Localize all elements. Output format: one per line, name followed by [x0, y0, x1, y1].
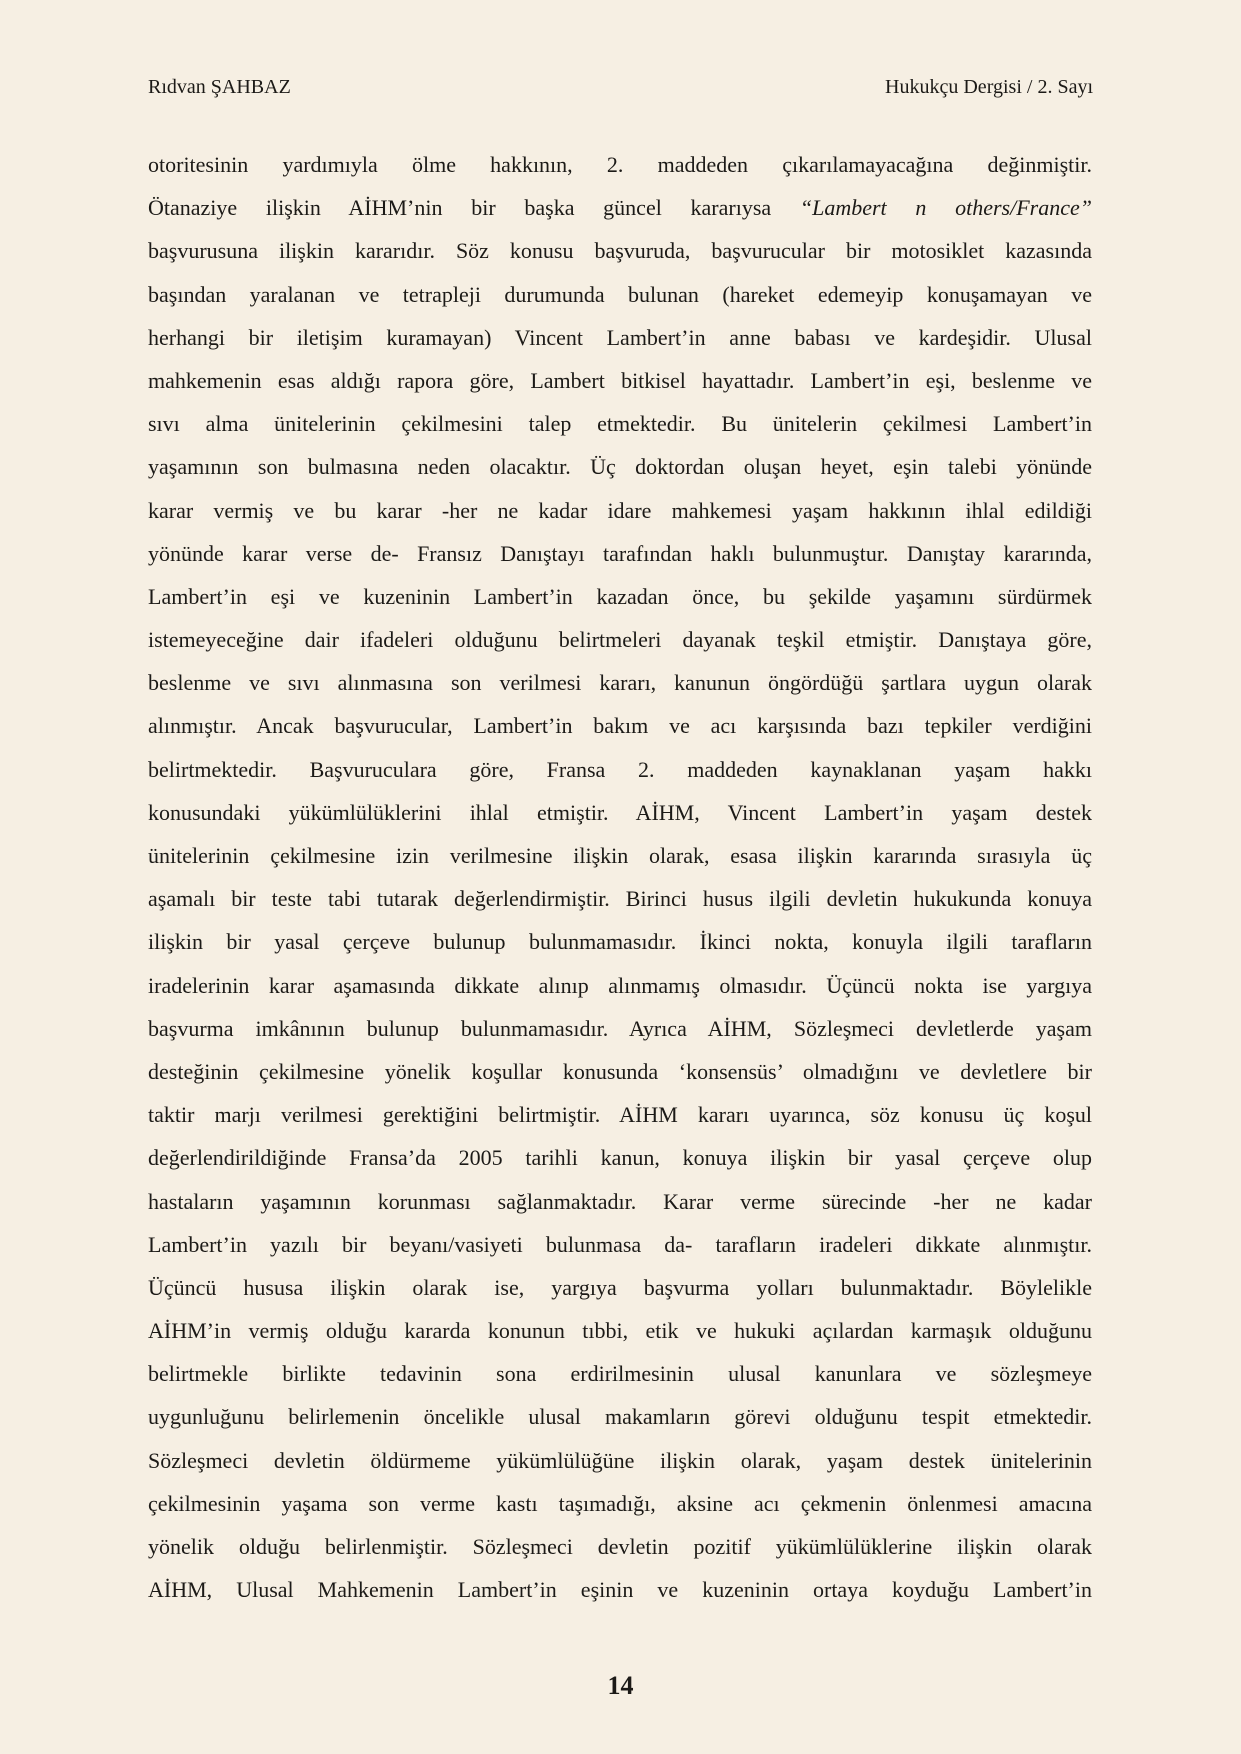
text-line: mahkemenin esas aldığı rapora göre, Lambert bitkisel hayattadır. Lambert’in eşi, beslenme ve	[148, 367, 1092, 393]
text-line: başından yaralanan ve tetrapleji durumunda bulunan (hareket edemeyip konuşamayan ve	[148, 281, 1092, 307]
text-line: otoritesinin yardımıyla ölme hakkının, 2. maddeden çıkarılamayacağına değinmiştir.	[148, 152, 1092, 177]
text-span: Ötanaziye ilişkin AİHM’nin bir başka güncel kararıysa	[148, 195, 772, 221]
text-line: iradelerinin karar aşamasında dikkate alınıp alınmamış olmasıdır. Üçüncü nokta ise yargıya	[148, 972, 1092, 998]
text-line: desteğinin çekilmesine yönelik koşullar konusunda ‘konsensüs’ olmadığını ve devletlere bir	[148, 1058, 1092, 1084]
text-line: herhangi bir iletişim kuramayan) Vincent Lambert’in anne babası ve kardeşidir. Ulusal	[148, 324, 1092, 350]
text-line: yaşamının son bulmasına neden olacaktır. Üç doktordan oluşan heyet, eşin talebi yönünde	[148, 454, 1092, 480]
text-line: uygunluğunu belirlemenin öncelikle ulusal makamların görevi olduğunu tespit etmektedir.	[148, 1404, 1092, 1430]
case-name-italic: “Lambert n others/France”	[799, 195, 1092, 221]
text-line: konusundaki yükümlülüklerini ihlal etmiştir. AİHM, Vincent Lambert’in yaşam destek	[148, 799, 1092, 825]
text-line	[148, 186, 1092, 229]
text-line: sıvı alma ünitelerinin çekilmesini talep etmektedir. Bu ünitelerin çekilmesi Lambert’in	[148, 411, 1092, 437]
text-line: taktir marjı verilmesi gerektiğini belirtmiştir. AİHM kararı uyarınca, söz konusu üç koşul	[148, 1102, 1092, 1128]
text-line: Üçüncü hususa ilişkin olarak ise, yargıya başvurma yolları bulunmaktadır. Böylelikle	[148, 1274, 1092, 1300]
text-line: Lambert’in yazılı bir beyanı/vasiyeti bulunmasa da- tarafların iradeleri dikkate alınmıştır.	[148, 1231, 1092, 1257]
text-line: Sözleşmeci devletin öldürmeme yükümlülüğüne ilişkin olarak, yaşam destek ünitelerinin	[148, 1447, 1092, 1473]
text-line: AİHM, Ulusal Mahkemenin Lambert’in eşinin ve kuzeninin ortaya koyduğu Lambert’in	[148, 1577, 1092, 1603]
text-line: Lambert’in eşi ve kuzeninin Lambert’in kazadan önce, bu şekilde yaşamını sürdürmek	[148, 583, 1092, 609]
body-paragraph	[148, 143, 1092, 1611]
text-line: ilişkin bir yasal çerçeve bulunup bulunmamasıdır. İkinci nokta, konuyla ilgili tarafların	[148, 929, 1092, 955]
text-line: belirtmekle birlikte tedavinin sona erdirilmesinin ulusal kanunlara ve sözleşmeye	[148, 1361, 1092, 1387]
text-line: yönünde karar verse de- Fransız Danıştayı tarafından haklı bulunmuştur. Danıştay kararında,	[148, 540, 1092, 566]
text-line: ünitelerinin çekilmesine izin verilmesine ilişkin olarak, esasa ilişkin kararında sırasıyla üç	[148, 843, 1092, 868]
text-line: başvurma imkânının bulunup bulunmamasıdır. Ayrıca AİHM, Sözleşmeci devletlerde yaşam	[148, 1015, 1092, 1041]
text-line: AİHM’in vermiş olduğu kararda konunun tıbbi, etik ve hukuki açılardan karmaşık olduğunu	[148, 1318, 1092, 1344]
text-line: yönelik olduğu belirlenmiştir. Sözleşmeci devletin pozitif yükümlülüklerine ilişkin olarak	[148, 1534, 1092, 1559]
text-line: belirtmektedir. Başvuruculara göre, Fransa 2. maddeden kaynaklanan yaşam hakkı	[148, 756, 1092, 782]
text-line: karar vermiş ve bu karar -her ne kadar idare mahkemesi yaşam hakkının ihlal edildiği	[148, 497, 1092, 523]
header-journal: Hukukçu Dergisi / 2. Sayı	[885, 76, 1093, 98]
running-header	[148, 74, 1093, 100]
text-line: beslenme ve sıvı alınmasına son verilmesi kararı, kanunun öngördüğü şartlara uygun olarak	[148, 670, 1092, 696]
text-line: istemeyeceğine dair ifadeleri olduğunu belirtmeleri dayanak teşkil etmiştir. Danıştaya göre,	[148, 627, 1092, 653]
header-author: Rıdvan ŞAHBAZ	[148, 76, 291, 98]
text-line: başvurusuna ilişkin kararıdır. Söz konusu başvuruda, başvurucular bir motosiklet kazasında	[148, 238, 1092, 264]
text-line: değerlendirildiğinde Fransa’da 2005 tarihli kanun, konuya ilişkin bir yasal çerçeve olup	[148, 1145, 1092, 1171]
text-line: çekilmesinin yaşama son verme kastı taşımadığı, aksine acı çekmenin önlenmesi amacına	[148, 1490, 1092, 1516]
text-line: hastaların yaşamının korunması sağlanmaktadır. Karar verme sürecinde -her ne kadar	[148, 1188, 1092, 1214]
text-line: alınmıştır. Ancak başvurucular, Lambert’in bakım ve acı karşısında bazı tepkiler verdiğini	[148, 713, 1092, 739]
page-number: 14	[607, 1671, 634, 1700]
text-line: aşamalı bir teste tabi tutarak değerlendirmiştir. Birinci husus ilgili devletin hukukunda konuya	[148, 886, 1092, 912]
